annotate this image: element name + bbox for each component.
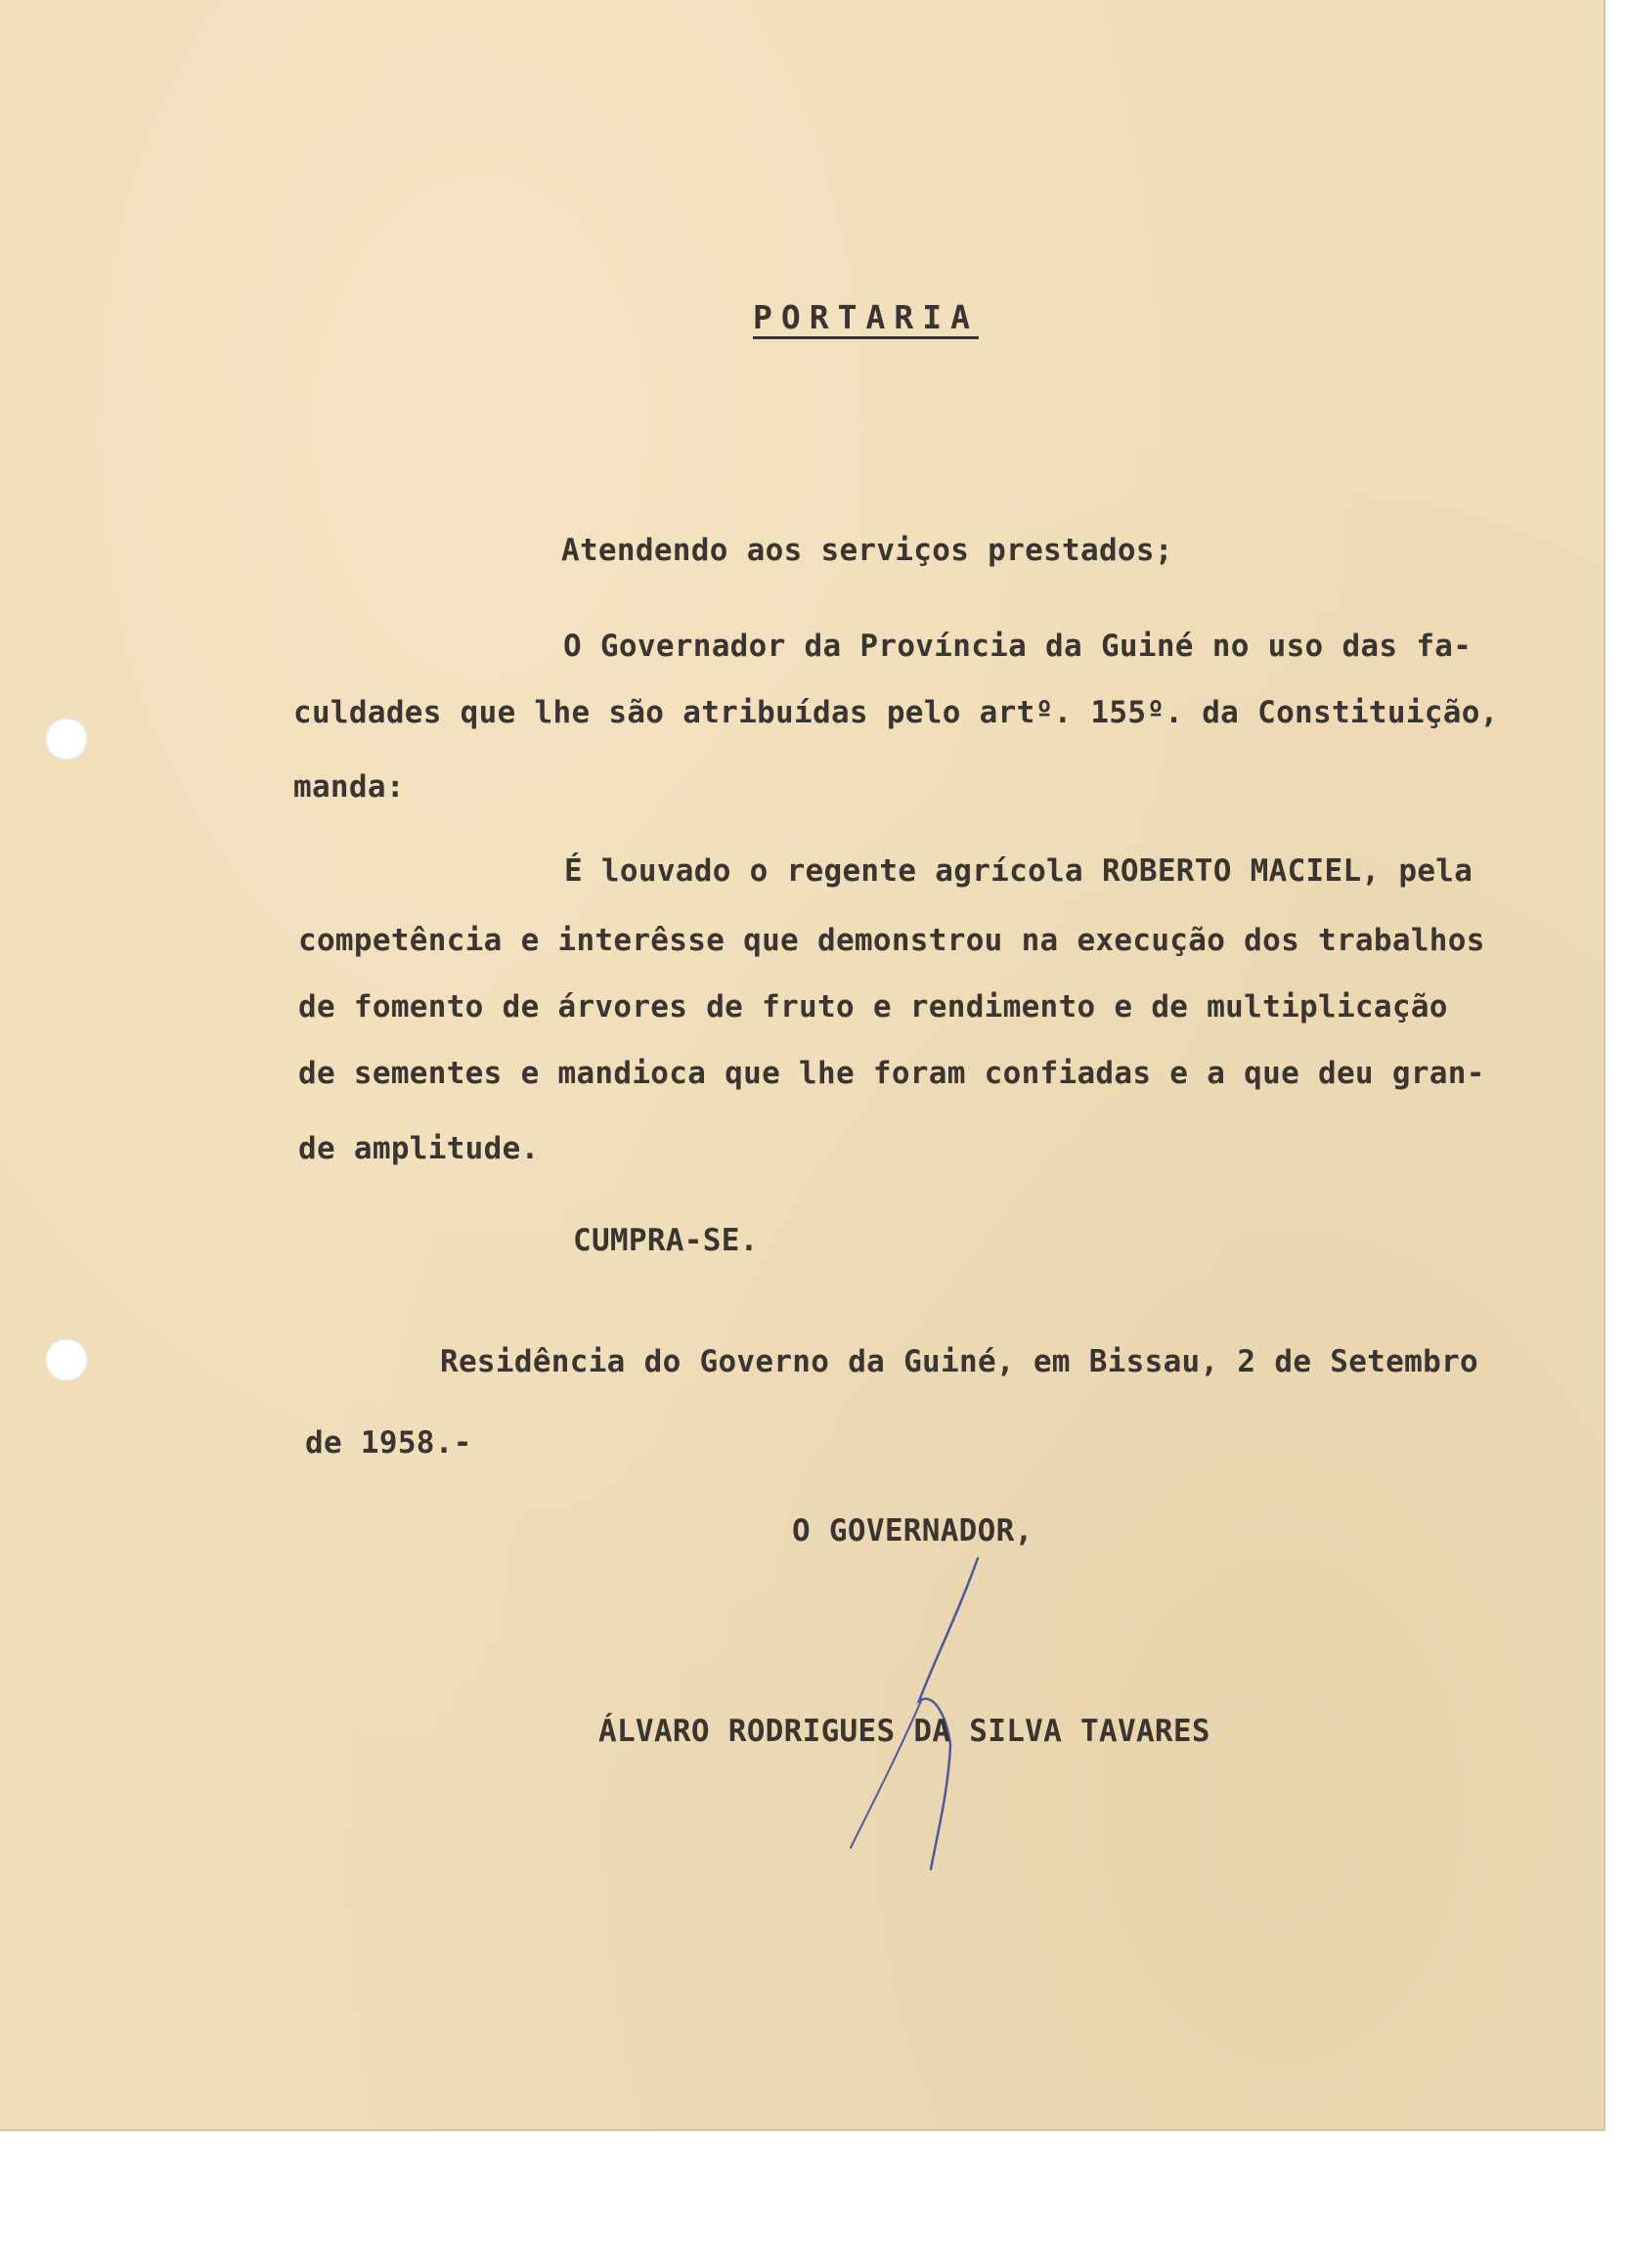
body-line: É louvado o regente agrícola ROBERTO MACIEL, pela xyxy=(564,853,1473,889)
command-line: CUMPRA-SE. xyxy=(573,1223,759,1258)
place-date-line: de 1958.- xyxy=(305,1425,472,1461)
punch-hole xyxy=(45,718,88,761)
signatory-name: ÁLVARO RODRIGUES DA SILVA TAVARES xyxy=(598,1714,1210,1749)
body-line: de fomento de árvores de fruto e rendimento e de multiplicação xyxy=(298,989,1448,1025)
punch-hole xyxy=(45,1338,88,1381)
body-line: de sementes e mandioca que lhe foram confiadas e a que deu gran- xyxy=(298,1056,1485,1091)
signatory-title: O GOVERNADOR, xyxy=(792,1513,1033,1548)
body-line: O Governador da Província da Guiné no uso das fa- xyxy=(563,629,1473,664)
body-line: culdades que lhe são atribuídas pelo artº. 155º. da Constituição, xyxy=(293,695,1499,730)
body-line: manda: xyxy=(293,769,405,805)
body-line: competência e interêsse que demonstrou na execução dos trabalhos xyxy=(298,923,1485,958)
document-title: PORTARIA xyxy=(753,298,979,336)
body-line: de amplitude. xyxy=(298,1131,540,1166)
preamble-line: Atendendo aos serviços prestados; xyxy=(561,533,1173,568)
place-date-line: Residência do Governo da Guiné, em Bissau, 2 de Setembro xyxy=(440,1344,1478,1379)
